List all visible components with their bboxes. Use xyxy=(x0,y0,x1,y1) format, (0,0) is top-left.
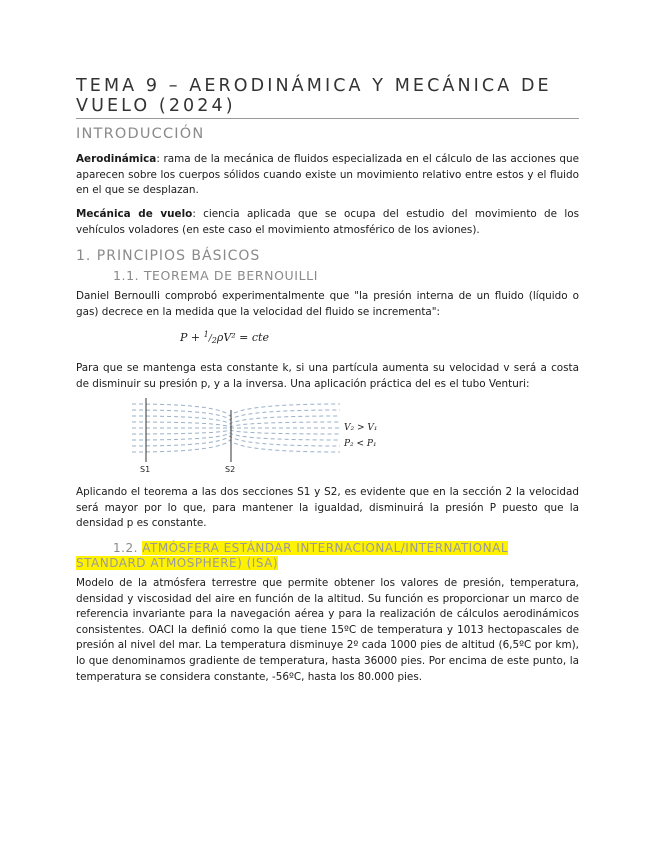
formula-frac-den: 2 xyxy=(211,336,217,345)
section-1-2-heading xyxy=(76,541,579,571)
formula-rest: ρV² = cte xyxy=(216,331,269,344)
label-s1: S1 xyxy=(140,465,151,474)
section-1-2-title: ATMÓSFERA ESTÁNDAR INTERNACIONAL/INTERNATIONAL STANDARD ATMOSPHERE) (ISA) xyxy=(76,541,508,570)
section-1-2-number: 1.2. xyxy=(113,541,143,555)
bernoulli-formula: P + $^1$/2ρV² = cte xyxy=(180,330,269,345)
intro-heading: INTRODUCCIÓN xyxy=(76,126,205,142)
term-mecanica-vuelo: Mecánica de vuelo xyxy=(76,208,193,220)
relation-velocity: V₂ > V₁ xyxy=(344,423,378,433)
document-title: TEMA 9 – AERODINÁMICA Y MECÁNICA DE VUELO (2024) xyxy=(76,76,552,116)
isa-paragraph: Modelo de la atmósfera terrestre que permite obtener los valores de presión, temperatura, densidad y viscosidad del aire en función de la altitud. Su función es proporcionar un marco de referencia invariante para la navegación aérea y para la realización de cálculos aerodinámicos consistentes. OACI la definió como la que tiene 15ºC de temperatura y 1013 hectopascales de presión al nivel del mar. La temperatura disminuye 2º cada 1000 pies de altitud (6,5ºC por km), lo que denominamos gradiente de temperatura, hasta 36000 pies. Por encima de este punto, la temperatura se considera constante, -56ºC, hasta los 80.000 pies. xyxy=(76,577,579,683)
label-s2: S2 xyxy=(225,465,236,474)
section-1-heading: 1. PRINCIPIOS BÁSICOS xyxy=(76,248,261,264)
definition-mecanica-vuelo: : ciencia aplicada que se ocupa del estudio del movimiento de los vehículos voladores (en este caso el movimiento atmosférico de los aviones). xyxy=(76,208,579,236)
formula-lhs: P + xyxy=(180,331,204,344)
term-aerodinamica: Aerodinámica xyxy=(76,153,157,165)
formula-frac-num: 1 xyxy=(203,330,209,339)
venturi-tube-diagram xyxy=(130,396,460,478)
title-divider xyxy=(76,118,579,119)
definition-aerodinamica: : rama de la mecánica de fluidos especializada en el cálculo de las acciones que aparecen sobre los cuerpos sólidos cuando existe un movimiento relativo entre estos y el fluido en el que se desplazan. xyxy=(76,153,579,197)
section-1-1-heading: 1.1. TEOREMA DE BERNOUILLI xyxy=(113,268,318,283)
bernoulli-paragraph-2: Para que se mantenga esta constante k, si una partícula aumenta su velocidad v será a costa de disminuir su presión p, y a la inversa. Una aplicación práctica del es el tubo Venturi: xyxy=(76,362,579,390)
intro-paragraph-aerodinamica xyxy=(76,152,579,199)
relation-pressure: P₂ < P₁ xyxy=(344,439,377,449)
bernoulli-paragraph-1: Daniel Bernoulli comprobó experimentalmente que "la presión interna de un fluido (líquido o gas) decrece en la medida que la velocidad del fluido se incrementa": xyxy=(76,290,579,318)
intro-paragraph-mecanica xyxy=(76,207,579,238)
bernoulli-paragraph-3: Aplicando el teorema a las dos secciones S1 y S2, es evidente que en la sección 2 la velocidad será mayor por lo que, para mantener la igualdad, disminuirá la presión P puesto que la densidad p es constante. xyxy=(76,486,579,530)
